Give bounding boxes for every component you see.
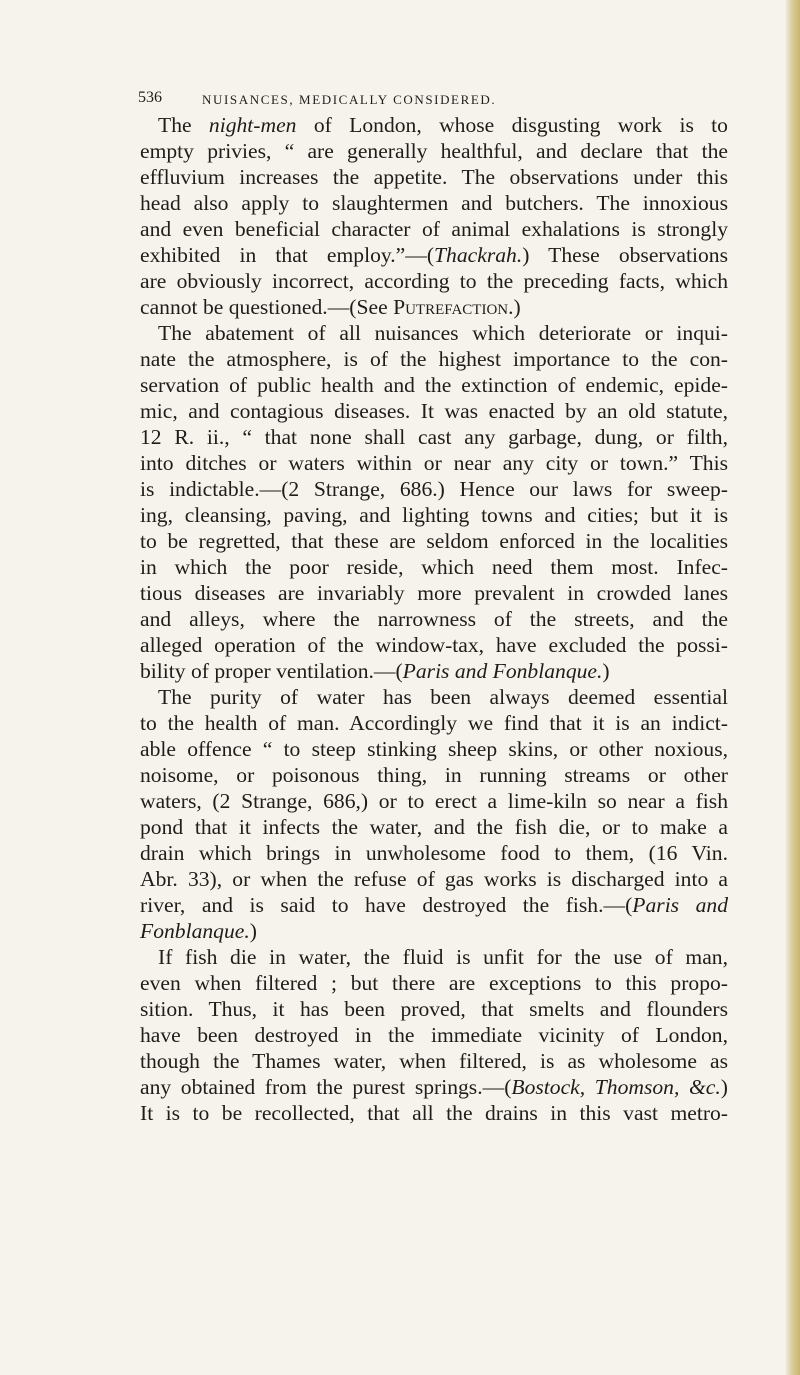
text-line [140,840,728,866]
text-run: ) These observations [522,243,728,267]
text-line [140,658,728,684]
text-run: to the health of man. Accordingly we find that it is an indict- [140,711,728,735]
text-line [140,918,728,944]
text-run: river, and is said to have destroyed the fish.—( [140,893,633,917]
text-line [140,294,728,320]
text-line [140,788,728,814]
text-line [140,476,728,502]
text-line [140,632,728,658]
text-line [140,164,728,190]
text-line [140,216,728,242]
text-line [140,372,728,398]
text-run: drain which brings in unwholesome food to them, (16 Vin. [140,841,728,865]
text-line [140,502,728,528]
page-edge [786,0,800,1375]
text-run: in which the poor reside, which need them most. Infec- [140,555,728,579]
text-line [140,320,728,346]
page-header [140,86,728,112]
text-line [140,606,728,632]
text-run: and even beneficial character of animal exhalations is strongly [140,217,728,241]
text-run: nate the atmosphere, is of the highest importance to the con- [140,347,728,371]
italic-text: Paris and [632,893,729,917]
text-run: of London, whose disgusting work is to [296,113,728,137]
text-line [140,1048,728,1074]
text-line [140,190,728,216]
small-caps-text: Putrefaction [393,295,509,319]
text-run: though the Thames water, when filtered, is as wholesome as [140,1049,728,1073]
text-line [140,268,728,294]
text-line [140,112,728,138]
text-line [140,866,728,892]
text-run: mic, and contagious diseases. It was enacted by an old statute, [140,399,728,423]
text-run: to be regretted, that these are seldom enforced in the localities [140,529,728,553]
italic-text: Bostock, Thomson, &c. [511,1075,721,1099]
italic-text: Paris and Fonblanque. [402,659,603,683]
text-run: pond that it infects the water, and the fish die, or to make a [140,815,728,839]
text-line [140,346,728,372]
text-line [140,814,728,840]
text-run: The purity of water has been always deemed essential [158,685,728,709]
text-run: is indictable.—(2 Strange, 686.) Hence our laws for sweep- [140,477,728,501]
text-run: alleged operation of the window-tax, have excluded the possi- [140,633,728,657]
text-line [140,554,728,580]
text-line [140,450,728,476]
italic-text: Thackrah. [434,243,523,267]
text-run: waters, (2 Strange, 686,) or to erect a lime-kiln so near a fish [140,789,728,813]
text-run: Abr. 33), or when the refuse of gas works is discharged into a [140,867,728,891]
text-line [140,1100,728,1126]
text-line [140,138,728,164]
text-run: It is to be recollected, that all the drains in this vast metro- [140,1101,728,1125]
text-line [140,580,728,606]
page-number: 536 [138,89,162,106]
text-run: ing, cleansing, paving, and lighting towns and cities; but it is [140,503,728,527]
text-run: cannot be questioned.—(See [140,295,394,319]
text-line [140,398,728,424]
running-head: NUISANCES, MEDICALLY CONSIDERED. [202,92,497,107]
text-run: sition. Thus, it has been proved, that smelts and flounders [140,997,728,1021]
text-run: .) [508,295,521,319]
text-line [140,970,728,996]
text-line [140,242,728,268]
text-run: have been destroyed in the immediate vicinity of London, [140,1023,728,1047]
text-line [140,892,728,918]
text-line [140,710,728,736]
italic-text: night-men [208,113,297,137]
text-run: able offence “ to steep stinking sheep skins, or other noxious, [140,737,728,761]
text-run: are obviously incorrect, according to the preceding facts, which [140,269,728,293]
italic-text: Fonblanque. [140,919,250,943]
text-run: exhibited in that employ.”—( [140,243,435,267]
text-line [140,944,728,970]
text-run: The [158,113,209,137]
text-run: and alleys, where the narrowness of the streets, and the [140,607,728,631]
text-line [140,762,728,788]
text-run: ) [720,1075,728,1099]
text-line [140,996,728,1022]
text-line [140,736,728,762]
text-run: ) [249,919,257,943]
text-run: The abatement of all nuisances which deteriorate or inqui- [158,321,728,345]
text-line [140,684,728,710]
text-run: any obtained from the purest springs.—( [140,1075,512,1099]
body-text [140,112,728,1126]
text-run: servation of public health and the extinction of endemic, epide- [140,373,728,397]
text-line [140,528,728,554]
text-run: into ditches or waters within or near any city or town.” This [140,451,728,475]
text-line [140,1074,728,1100]
text-run: effluvium increases the appetite. The observations under this [140,165,728,189]
text-run: If fish die in water, the fluid is unfit for the use of man, [158,945,728,969]
text-run: noisome, or poisonous thing, in running streams or other [140,763,728,787]
text-line [140,424,728,450]
text-run: 12 R. ii., “ that none shall cast any garbage, dung, or filth, [140,425,728,449]
text-run: head also apply to slaughtermen and butchers. The innoxious [140,191,728,215]
text-run: bility of proper ventilation.—( [140,659,403,683]
text-run: tious diseases are invariably more prevalent in crowded lanes [140,581,728,605]
text-run: even when filtered ; but there are exceptions to this propo- [140,971,728,995]
text-run: empty privies, “ are generally healthful, and declare that the [140,139,728,163]
book-page [140,86,728,1126]
text-line [140,1022,728,1048]
text-run: ) [602,659,610,683]
